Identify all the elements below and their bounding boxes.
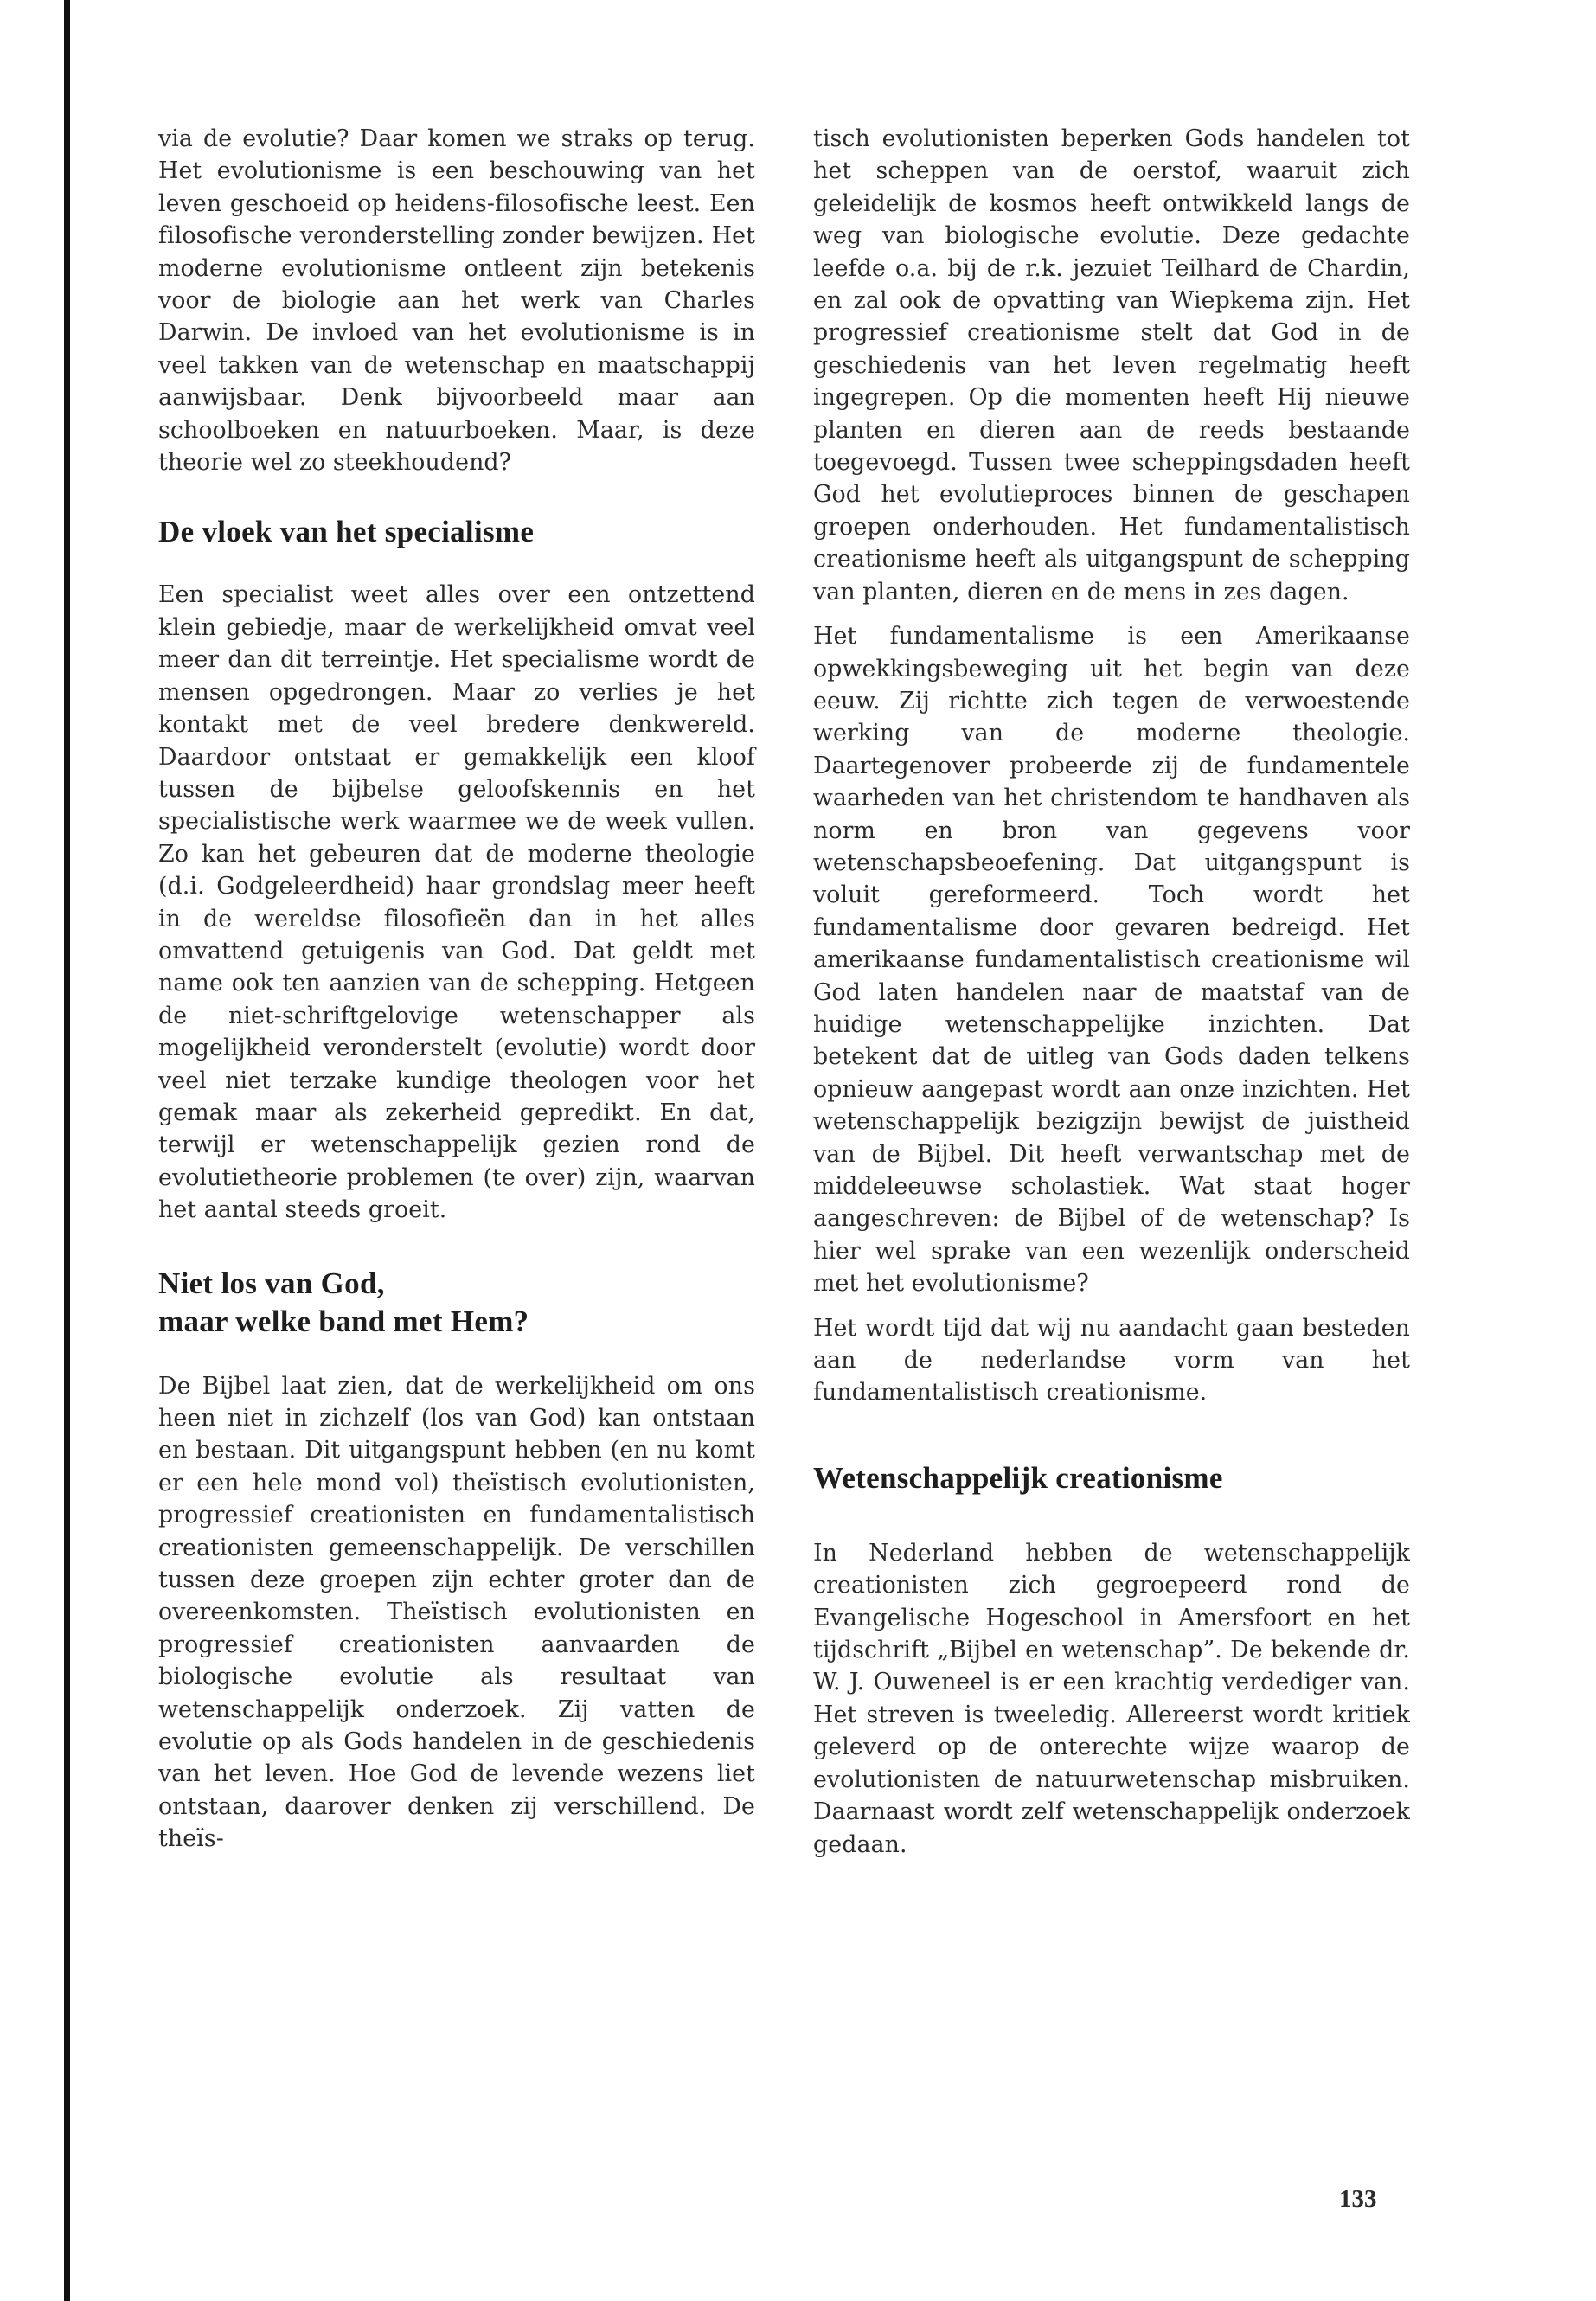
right-paragraph-3: Het wordt tijd dat wij nu aandacht gaan besteden aan de nederlandse vorm van het fundamentalistisch creationisme. [813,1314,1410,1407]
right-paragraph-1: tisch evolutionisten beperken Gods handelen tot het scheppen van de oerstof, waaruit zich geleidelijk de kosmos heeft ontwikkeld langs de weg van biologische evolutie. Deze gedachte leefde o.a. bij de r.k. jezuiet Teilhard de Chardin, en zal ook de opvatting van Wiepkema zijn. Het progressief creationisme stelt dat God in de geschiedenis van het leven regelmatig heeft ingegrepen. Op die momenten heeft Hij nieuwe planten en dieren aan de reeds bestaande toegevoegd. Tussen twee scheppingsdaden heeft God het evolutieproces binnen de geschapen groepen onderhouden. Het fundamentalistisch creationisme heeft als uitgangspunt de schepping van planten, dieren en de mens in zes dagen. [813,125,1410,606]
right-paragraph-2: Het fundamentalisme is een Amerikaanse opwekkingsbeweging uit het begin van deze eeuw. Zij richtte zich tegen de verwoestende werking van de moderne theologie. Daartegenover probeerde zij de fundamentele waarheden van het christendom te handhaven als norm en bron van gegevens voor wetenschapsbeoefening. Dat uitgangspunt is voluit gereformeerd. Toch wordt het fundamentalisme door gevaren bedreigd. Het amerikaanse fundamentalistisch creationisme wil God laten handelen naar de maatstaf van de huidige wetenschappelijke inzichten. Dat betekent dat de uitleg van Gods daden telkens opnieuw aangepast wordt aan onze inzichten. Het wetenschappelijk bezigzijn bewijst de juistheid van de Bijbel. Dit heeft verwantschap met de middeleeuwse scholastiek. Wat staat hoger aangeschreven: de Bijbel of de wetenschap? Is hier wel sprake van een wezenlijk onderscheid met het evolutionisme? [813,623,1410,1298]
heading-line-2: maar welke band met Hem? [158,1304,529,1338]
left-paragraph-3: De Bijbel laat zien, dat de werkelijkheid om ons heen niet in zichzelf (los van God) kan ontstaan en bestaan. Dit uitgangspunt hebben (en nu komt er een hele mond vol) theïstisch evolutionisten, progressief creationisten en fundamentalistisch creationisten gemeenschappelijk. De verschillen tussen deze groepen zijn echter groter dan de overeenkomsten. Theïstisch evolutionisten en progressief creationisten aanvaarden de biologische evolutie als resultaat van wetenschappelijk onderzoek. Zij vatten de evolutie op als Gods handelen in de geschiedenis van het leven. Hoe God de levende wezens liet ontstaan, daarover denken zij verschillend. De theïs- [158,1372,755,1853]
left-paragraph-2: Een specialist weet alles over een ontzettend klein gebiedje, maar de werkelijkheid omvat veel meer dan dit terreintje. Het specialisme wordt de mensen opgedrongen. Maar zo verlies je het kontakt met de veel bredere denkwereld. Daardoor ontstaat er gemakkelijk een kloof tussen de bijbelse geloofskennis en het specialistische werk waarmee we de week vullen. Zo kan het gebeuren dat de moderne theologie (d.i. Godgeleerdheid) haar grondslag meer heeft in de wereldse filosofieën dan in het alles omvattend getuigenis van God. Dat geldt met name ook ten aanzien van de schepping. Hetgeen de niet-schriftgelovige wetenschapper als mogelijkheid veronderstelt (evolutie) wordt door veel niet terzake kundige theologen voor het gemak maar als zekerheid gepredikt. En dat, terwijl er wetenschappelijk gezien rond de evolutietheorie problemen (te over) zijn, waarvan het aantal steeds groeit. [158,581,755,1224]
heading-specialisme: De vloek van het specialisme [158,515,535,549]
heading-wetenschappelijk-creationisme: Wetenschappelijk creationisme [813,1460,1223,1495]
left-column [158,123,755,1856]
page-number: 133 [1339,2185,1377,2213]
left-paragraph-1: via de evolutie? Daar komen we straks op terug. Het evolutionisme is een beschouwing van het leven geschoeid op heidens-filosofische leest. Een filosofische veronderstelling zonder bewijzen. Het moderne evolutionisme ontleent zijn betekenis voor de biologie aan het werk van Charles Darwin. De invloed van het evolutionisme is in veel takken van de wetenschap en maatschappij aanwijsbaar. Denk bijvoorbeeld maar aan schoolboeken en natuurboeken. Maar, is deze theorie wel zo steekhoudend? [158,125,755,477]
right-column [813,123,1410,1861]
binding-edge-rule [64,0,70,2301]
right-paragraph-4: In Nederland hebben de wetenschappelijk creationisten zich gegroepeerd rond de Evangelische Hogeschool in Amersfoort en het tijdschrift „Bijbel en wetenschap”. De bekende dr. W. J. Ouweneel is er een krachtig verdediger van. Het streven is tweeledig. Allereerst wordt kritiek geleverd op de onterechte wijze waarop de evolutionisten de natuurwetenschap misbruiken. Daarnaast wordt zelf wetenschappelijk onderzoek gedaan. [813,1539,1410,1858]
heading-niet-los-van-god [158,1265,755,1341]
heading-line-1: Niet los van God, [158,1266,385,1300]
